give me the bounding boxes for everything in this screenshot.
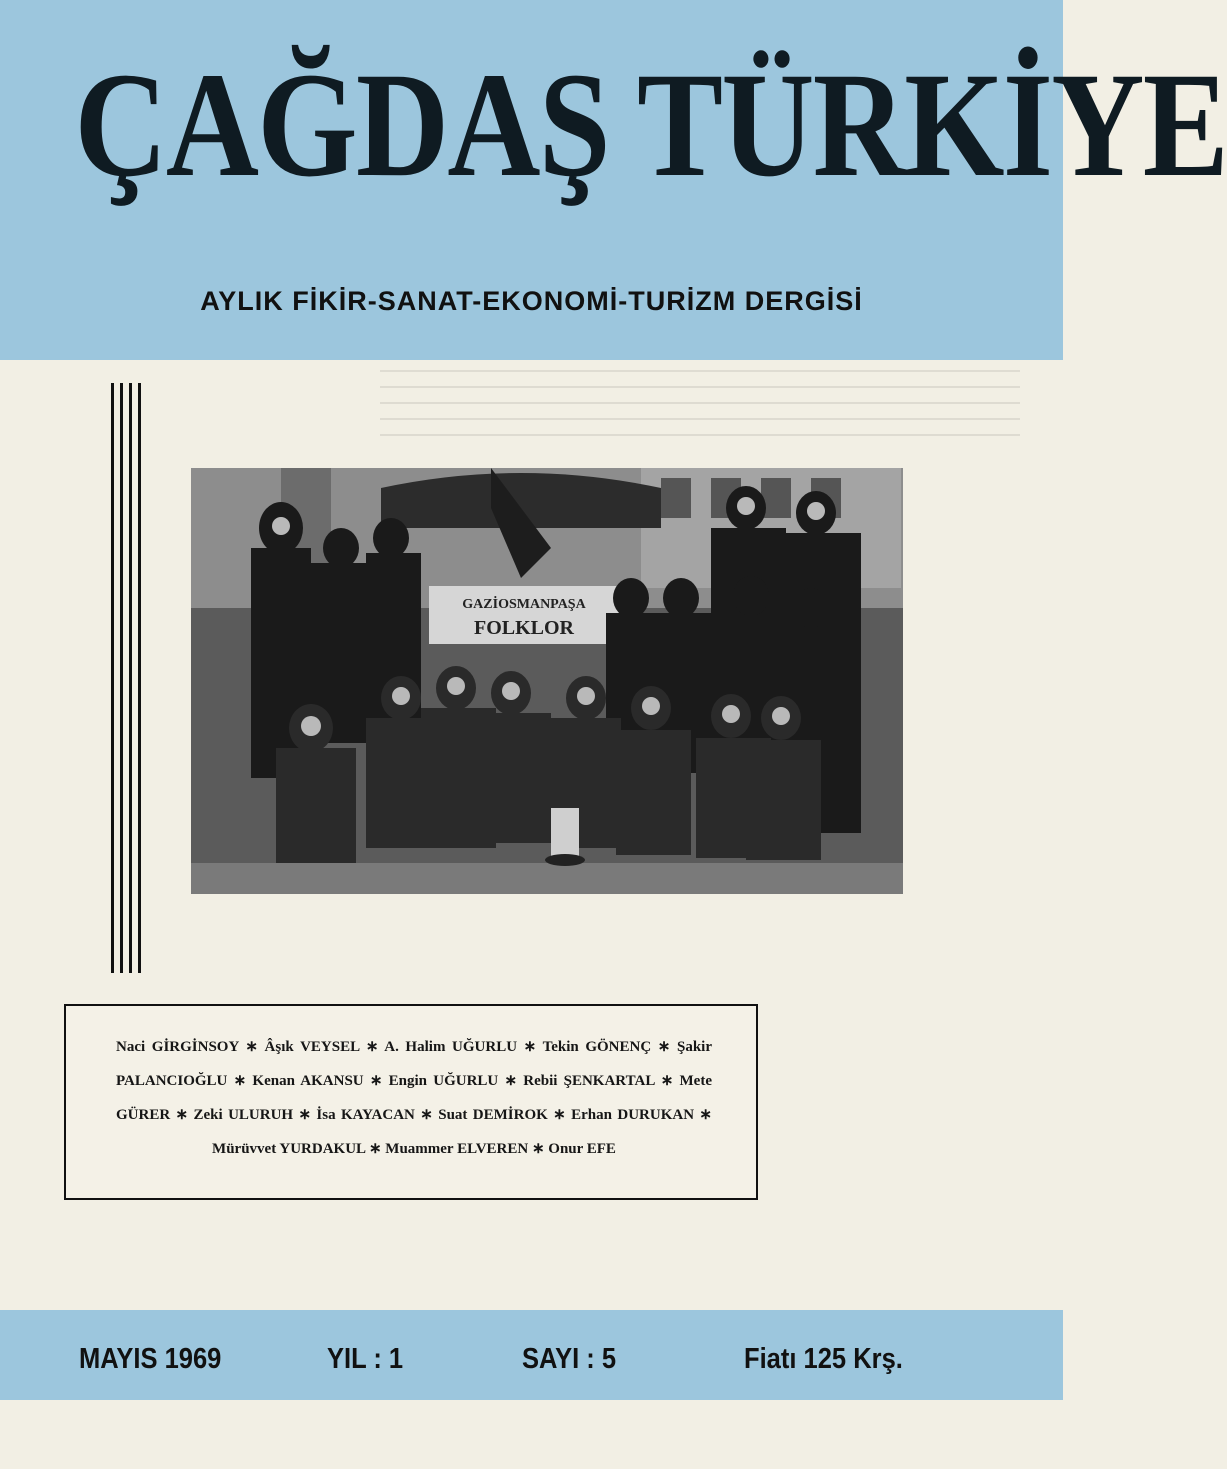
contributors-box [64,1004,758,1200]
contributors-list: Naci GİRGİNSOY ∗ Âşık VEYSEL ∗ A. Halim UĞURLU ∗ Tekin GÖNENÇ ∗ Şakir PALANCIOĞLU ∗ Kenan AKANSU ∗ Engin UĞURLU ∗ Rebii ŞENKARTAL ∗ Mete GÜRER ∗ Zeki ULURUH ∗ İsa KAYACAN ∗ Suat DEMİROK ∗ Erhan DURUKAN ∗ Mürüvvet YURDAKUL ∗ Muammer ELVEREN ∗ Onur EFE [116,1039,712,1157]
banner-line-2: FOLKLOR [473,617,575,639]
issue-date: MAYIS 1969 [79,1343,222,1375]
issue-number: SAYI : 5 [522,1343,617,1375]
issue-price: Fiatı 125 Krş. [744,1343,903,1375]
issue-year: YIL : 1 [327,1343,404,1375]
decorative-vertical-rules [111,383,143,973]
magazine-subtitle: AYLIK FİKİR-SANAT-EKONOMİ-TURİZM DERGİSİ [200,286,863,316]
banner-line-1: GAZİOSMANPAŞA [462,597,586,612]
magazine-title: ÇAĞDAŞ TÜRKİYE [74,42,1227,208]
cover-photo [191,468,903,894]
bleed-through-texture [380,370,1020,460]
